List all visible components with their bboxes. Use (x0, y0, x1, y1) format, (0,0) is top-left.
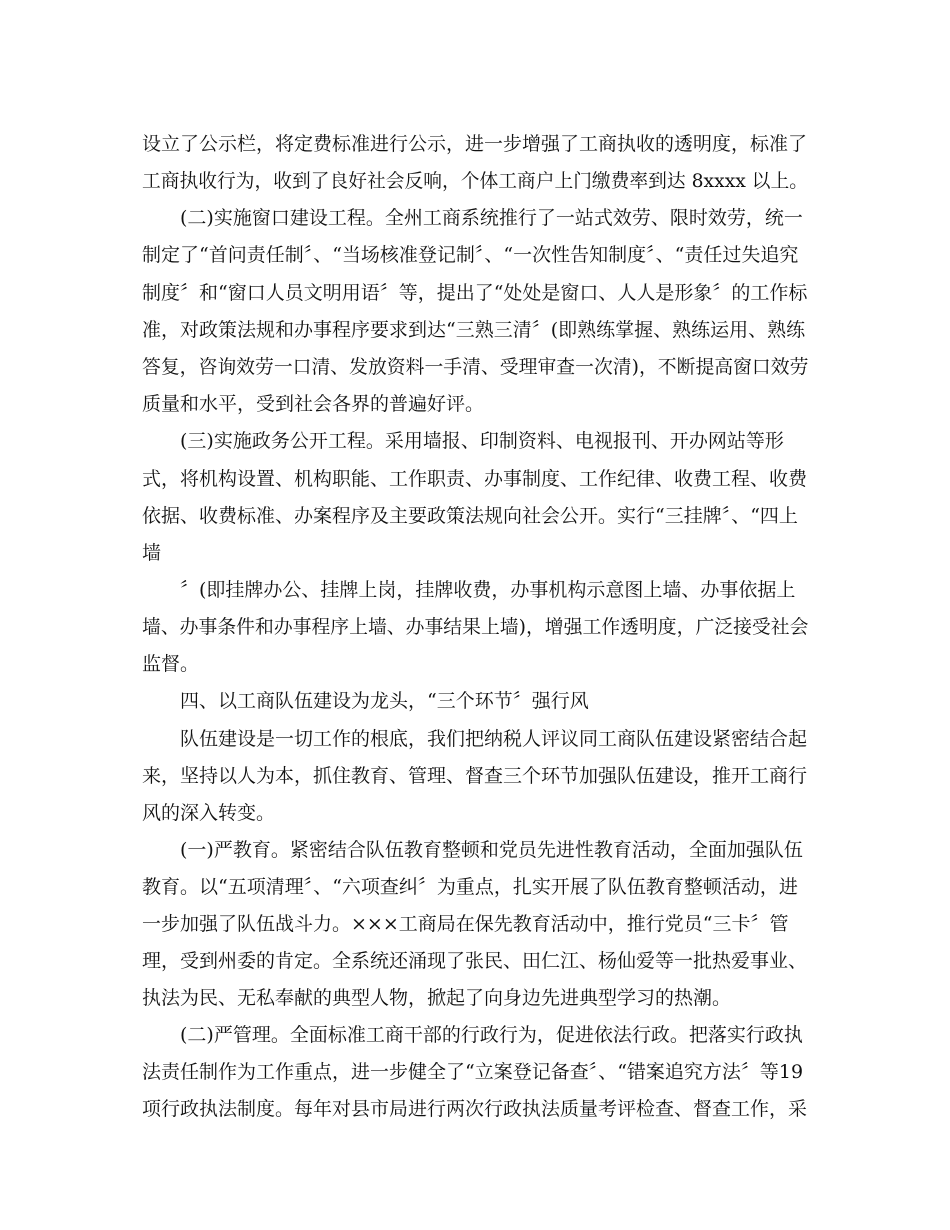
text-line: 工商执收行为，收到了良好社会反响，个体工商户上门缴费率到达 8xxxx 以上。 (142, 170, 809, 192)
text-line: (二)实施窗口建设工程。全州工商系统推行了一站式效劳、限时效劳，统一 (180, 207, 803, 229)
text-line: 风的深入转变。 (142, 802, 276, 824)
text-line: 准，对政策法规和办事程序要求到达“三熟三清〞(即熟练掌握、熟练运用、熟练 (142, 319, 806, 341)
section-heading: 四、以工商队伍建设为龙头，“三个环节〞强行风 (180, 690, 589, 712)
text-line: 队伍建设是一切工作的根底，我们把纳税人评议同工商队伍建设紧密结合起 (180, 728, 808, 750)
text-line: 式，将机构设置、机构职能、工作职责、办事制度、工作纪律、收费工程、收费 (142, 468, 808, 490)
text-line: (一)严教育。紧密结合队伍教育整顿和党员先进性教育活动，全面加强队伍 (180, 839, 803, 861)
text-line: 墙、办事条件和办事程序上墙、办事结果上墙)，增强工作透明度，广泛接受社会 (142, 616, 809, 638)
text-line: 项行政执法制度。每年对县市局进行两次行政执法质量考评检查、督查工作，采 (142, 1098, 808, 1120)
text-line: (二)严管理。全面标准工商干部的行政行为，促进依法行政。把落实行政执 (180, 1024, 803, 1046)
text-line: 制定了“首问责任制〞、“当场核准登记制〞、“一次性告知制度〞、“责任过失追究 (142, 244, 799, 266)
text-line: 墙 (142, 542, 162, 564)
text-line: 理，受到州委的肯定。全系统还涌现了张民、田仁江、杨仙爱等一批热爱事业、 (142, 950, 808, 972)
text-line: 〞(即挂牌办公、挂牌上岗，挂牌收费，办事机构示意图上墙、办事依据上 (180, 579, 796, 601)
text-line: 法责任制作为工作重点，进一步健全了“立案登记备查〞、“错案追究方法〞等19 (142, 1061, 804, 1083)
text-line: (三)实施政务公开工程。采用墙报、印制资料、电视报刊、开办网站等形 (180, 430, 784, 452)
text-line: 执法为民、无私奉献的典型人物，掀起了向身边先进典型学习的热潮。 (142, 987, 732, 1009)
text-line: 一步加强了队伍战斗力。×××工商局在保先教育活动中，推行党员“三卡〞管 (142, 913, 789, 935)
text-line: 制度〞和“窗口人员文明用语〞等，提出了“处处是窗口、人人是形象〞的工作标 (142, 282, 808, 304)
text-line: 质量和水平，受到社会各界的普遍好评。 (142, 393, 485, 415)
text-line: 依据、收费标准、办案程序及主要政策法规向社会公开。实行“三挂牌〞、“四上 (142, 505, 798, 527)
text-line: 监督。 (142, 653, 200, 675)
text-line: 答复，咨询效劳一口清、发放资料一手清、受理审查一次清)，不断提高窗口效劳 (142, 356, 809, 378)
text-line: 来，坚持以人为本，抓住教育、管理、督查三个环节加强队伍建设，推开工商行 (142, 765, 808, 787)
text-line: 教育。以“五项清理〞、“六项查纠〞为重点，扎实开展了队伍教育整顿活动，进 (142, 876, 798, 898)
text-line: 设立了公示栏，将定费标准进行公示，进一步增强了工商执收的透明度，标准了 (142, 133, 808, 155)
